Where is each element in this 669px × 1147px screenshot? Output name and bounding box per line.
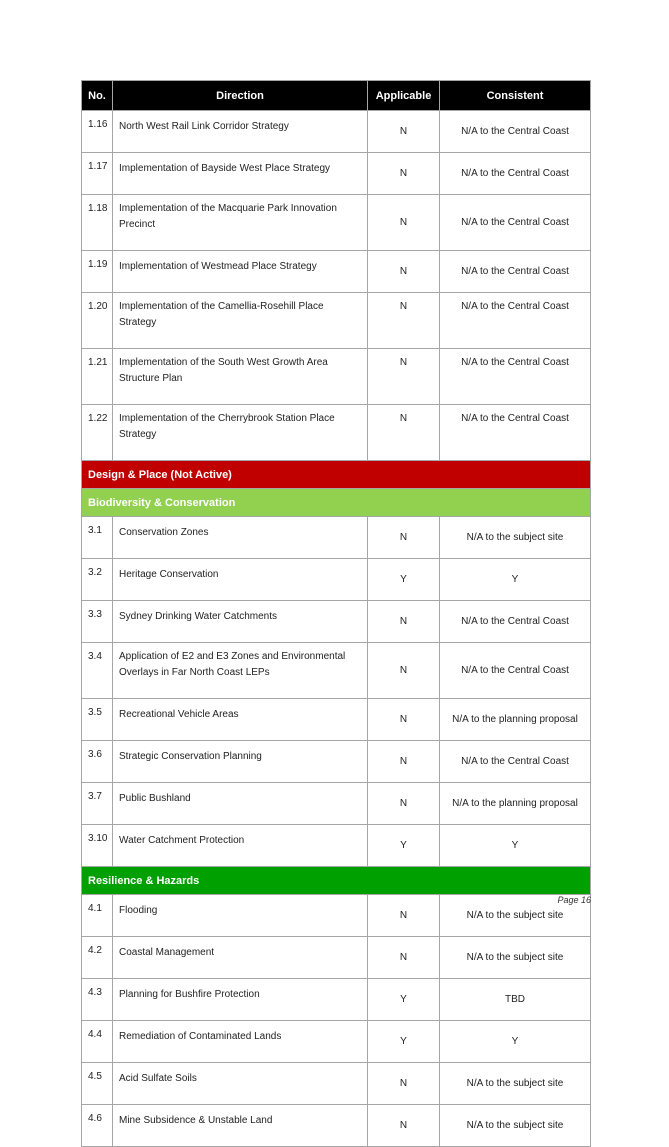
section-title: Design & Place (Not Active) [82, 461, 591, 489]
header-direction: Direction [113, 81, 368, 111]
row-number: 4.4 [82, 1021, 113, 1063]
row-applicable: N [368, 153, 440, 195]
directions-table [81, 80, 591, 1147]
table-row [82, 895, 591, 937]
row-consistent: N/A to the Central Coast [440, 195, 591, 251]
row-number: 3.1 [82, 517, 113, 559]
row-consistent: N/A to the subject site [440, 937, 591, 979]
row-number: 1.17 [82, 153, 113, 195]
row-consistent: Y [440, 825, 591, 867]
row-consistent: N/A to the Central Coast [440, 251, 591, 293]
row-number: 4.6 [82, 1105, 113, 1147]
table-row [82, 979, 591, 1021]
row-applicable: N [368, 1063, 440, 1105]
row-applicable: N [368, 783, 440, 825]
table-row [82, 741, 591, 783]
table-row [82, 643, 591, 699]
row-applicable: N [368, 251, 440, 293]
row-applicable: Y [368, 1021, 440, 1063]
row-direction: Strategic Conservation Planning [113, 741, 368, 783]
row-applicable: Y [368, 979, 440, 1021]
row-number: 1.21 [82, 349, 113, 405]
row-direction: Water Catchment Protection [113, 825, 368, 867]
row-consistent: N/A to the Central Coast [440, 741, 591, 783]
section-title: Resilience & Hazards [82, 867, 591, 895]
header-no: No. [82, 81, 113, 111]
row-consistent: N/A to the Central Coast [440, 153, 591, 195]
table-row [82, 293, 591, 349]
row-consistent: Y [440, 1021, 591, 1063]
table-row [82, 1105, 591, 1147]
table-row [82, 783, 591, 825]
row-number: 4.2 [82, 937, 113, 979]
row-applicable: N [368, 111, 440, 153]
table-row [82, 153, 591, 195]
section-row-design-place [82, 461, 591, 489]
page-number: Page 16 [557, 895, 591, 905]
row-applicable: Y [368, 825, 440, 867]
section-row-biodiversity [82, 489, 591, 517]
table-row [82, 601, 591, 643]
table-row [82, 559, 591, 601]
row-applicable: N [368, 895, 440, 937]
row-applicable: N [368, 293, 440, 349]
row-applicable: N [368, 643, 440, 699]
table-row [82, 111, 591, 153]
row-consistent: N/A to the Central Coast [440, 643, 591, 699]
row-applicable: N [368, 517, 440, 559]
row-direction: Acid Sulfate Soils [113, 1063, 368, 1105]
row-number: 3.2 [82, 559, 113, 601]
row-consistent: N/A to the subject site [440, 1105, 591, 1147]
table-row [82, 405, 591, 461]
table-row [82, 825, 591, 867]
section-row-resilience [82, 867, 591, 895]
row-direction: Implementation of the Camellia-Rosehill Place Strategy [113, 293, 368, 349]
row-consistent: N/A to the Central Coast [440, 405, 591, 461]
row-consistent: N/A to the subject site [440, 895, 591, 937]
row-direction: Remediation of Contaminated Lands [113, 1021, 368, 1063]
row-consistent: N/A to the subject site [440, 1063, 591, 1105]
row-direction: Heritage Conservation [113, 559, 368, 601]
row-applicable: N [368, 741, 440, 783]
row-consistent: Y [440, 559, 591, 601]
row-direction: Application of E2 and E3 Zones and Environmental Overlays in Far North Coast LEPs [113, 643, 368, 699]
row-number: 1.18 [82, 195, 113, 251]
row-number: 3.5 [82, 699, 113, 741]
row-direction: Recreational Vehicle Areas [113, 699, 368, 741]
row-consistent: N/A to the Central Coast [440, 293, 591, 349]
table-row [82, 349, 591, 405]
row-number: 4.3 [82, 979, 113, 1021]
row-consistent: N/A to the planning proposal [440, 699, 591, 741]
row-number: 1.19 [82, 251, 113, 293]
row-consistent: N/A to the Central Coast [440, 601, 591, 643]
row-direction: Implementation of the South West Growth Area Structure Plan [113, 349, 368, 405]
row-direction: Planning for Bushfire Protection [113, 979, 368, 1021]
row-number: 3.4 [82, 643, 113, 699]
row-direction: North West Rail Link Corridor Strategy [113, 111, 368, 153]
section-title: Biodiversity & Conservation [82, 489, 591, 517]
row-consistent: TBD [440, 979, 591, 1021]
row-consistent: N/A to the planning proposal [440, 783, 591, 825]
row-direction: Sydney Drinking Water Catchments [113, 601, 368, 643]
row-direction: Implementation of the Cherrybrook Station Place Strategy [113, 405, 368, 461]
table-row [82, 1063, 591, 1105]
row-direction: Implementation of Bayside West Place Strategy [113, 153, 368, 195]
table-row [82, 699, 591, 741]
row-direction: Public Bushland [113, 783, 368, 825]
row-number: 4.5 [82, 1063, 113, 1105]
row-applicable: N [368, 937, 440, 979]
table-header-row [82, 81, 591, 111]
row-applicable: N [368, 349, 440, 405]
row-applicable: Y [368, 559, 440, 601]
row-direction: Implementation of Westmead Place Strategy [113, 251, 368, 293]
row-number: 3.3 [82, 601, 113, 643]
row-number: 3.6 [82, 741, 113, 783]
row-direction: Flooding [113, 895, 368, 937]
row-direction: Conservation Zones [113, 517, 368, 559]
row-number: 1.20 [82, 293, 113, 349]
row-applicable: N [368, 405, 440, 461]
table-row [82, 517, 591, 559]
table-row [82, 251, 591, 293]
row-applicable: N [368, 601, 440, 643]
row-number: 1.22 [82, 405, 113, 461]
row-consistent: N/A to the Central Coast [440, 349, 591, 405]
table-row [82, 195, 591, 251]
row-number: 3.7 [82, 783, 113, 825]
row-applicable: N [368, 195, 440, 251]
row-applicable: N [368, 699, 440, 741]
table-row [82, 1021, 591, 1063]
row-number: 1.16 [82, 111, 113, 153]
row-number: 4.1 [82, 895, 113, 937]
row-consistent: N/A to the subject site [440, 517, 591, 559]
header-applicable: Applicable [368, 81, 440, 111]
row-applicable: N [368, 1105, 440, 1147]
table-row [82, 937, 591, 979]
row-number: 3.10 [82, 825, 113, 867]
row-direction: Coastal Management [113, 937, 368, 979]
header-consistent: Consistent [440, 81, 591, 111]
row-direction: Mine Subsidence & Unstable Land [113, 1105, 368, 1147]
row-direction: Implementation of the Macquarie Park Innovation Precinct [113, 195, 368, 251]
row-consistent: N/A to the Central Coast [440, 111, 591, 153]
